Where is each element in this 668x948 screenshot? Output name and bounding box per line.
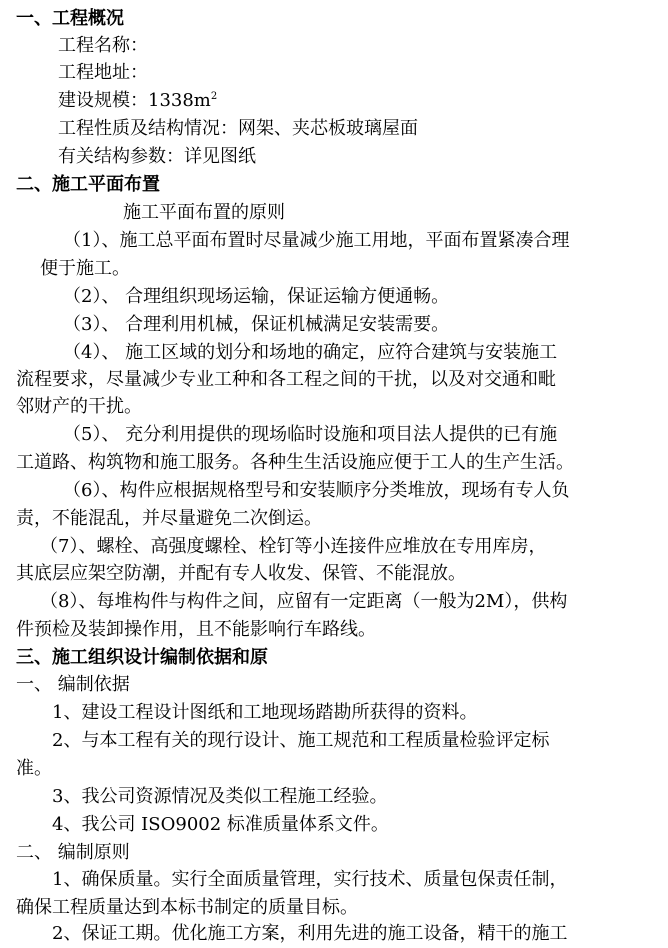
principles-subheading: 二、 编制原则 bbox=[16, 842, 130, 863]
section-2-title: 二、施工平面布置 bbox=[16, 174, 160, 195]
item-4-line-3: 邻财产的干扰。 bbox=[16, 396, 142, 417]
project-nature-line: 工程性质及结构情况：网架、夹芯板玻璃屋面 bbox=[58, 118, 418, 139]
item-4-line-1: （4）、 施工区域的划分和场地的确定，应符合建筑与安装施工 bbox=[63, 342, 558, 363]
item-6-line-2: 责，不能混乱，并尽量避免二次倒运。 bbox=[16, 508, 322, 529]
project-name-line: 工程名称： bbox=[58, 35, 148, 56]
basis-item-4: 4、我公司 ISO9002 标准质量体系文件。 bbox=[52, 814, 389, 835]
section-3-title: 三、施工组织设计编制依据和原 bbox=[16, 647, 268, 668]
principle-1-line-1: 1、确保质量。实行全面质量管理，实行技术、质量包保责任制， bbox=[52, 869, 568, 890]
basis-item-2-line-1: 2、与本工程有关的现行设计、施工规范和工程质量检验评定标 bbox=[52, 730, 550, 751]
item-5-line-1: （5）、 充分利用提供的现场临时设施和项目法人提供的已有施 bbox=[63, 424, 558, 445]
layout-principle-heading: 施工平面布置的原则 bbox=[123, 202, 285, 223]
basis-subheading: 一、 编制依据 bbox=[16, 674, 130, 695]
section-1-title: 一、工程概况 bbox=[16, 8, 124, 29]
item-4-line-2: 流程要求，尽量减少专业工种和各工程之间的干扰，以及对交通和毗 bbox=[16, 369, 556, 390]
item-1-line-1: （1）、施工总平面布置时尽量减少施工用地，平面布置紧凑合理 bbox=[63, 230, 570, 251]
item-5-line-2: 工道路、构筑物和施工服务。各种生生活设施应便于工人的生产生活。 bbox=[16, 452, 574, 473]
item-2-line: （2）、 合理组织现场运输，保证运输方便通畅。 bbox=[63, 286, 450, 307]
project-scale-superscript: 2 bbox=[210, 91, 218, 102]
item-8-line-2: 件预检及装卸操作用，且不能影响行车路线。 bbox=[16, 619, 376, 640]
item-7-line-1: （7）、螺栓、高强度螺栓、栓钉等小连接件应堆放在专用库房， bbox=[40, 536, 547, 557]
principle-1-line-2: 确保工程质量达到本标书制定的质量目标。 bbox=[16, 897, 358, 918]
project-scale-text: 建设规模：1338m bbox=[58, 90, 211, 111]
item-3-line: （3）、 合理利用机械，保证机械满足安装需要。 bbox=[63, 314, 450, 335]
item-8-line-1: （8）、每堆构件与构件之间，应留有一定距离（一般为2M），供构 bbox=[40, 591, 568, 612]
project-scale-line bbox=[58, 88, 217, 114]
item-7-line-2: 其底层应架空防潮，并配有专人收发、保管、不能混放。 bbox=[16, 563, 466, 584]
basis-item-2-line-2: 准。 bbox=[16, 758, 52, 779]
item-6-line-1: （6）、构件应根据规格型号和安装顺序分类堆放，现场有专人负 bbox=[63, 480, 570, 501]
project-address-line: 工程地址： bbox=[58, 62, 148, 83]
principle-2-line-1: 2、保证工期。优化施工方案，利用先进的施工设备，精干的施工 bbox=[52, 923, 568, 944]
item-1-line-2: 便于施工。 bbox=[40, 258, 130, 279]
structure-params-line: 有关结构参数：详见图纸 bbox=[58, 146, 256, 167]
basis-item-1: 1、建设工程设计图纸和工地现场踏勘所获得的资料。 bbox=[52, 702, 478, 723]
basis-item-3: 3、我公司资源情况及类似工程施工经验。 bbox=[52, 786, 388, 807]
